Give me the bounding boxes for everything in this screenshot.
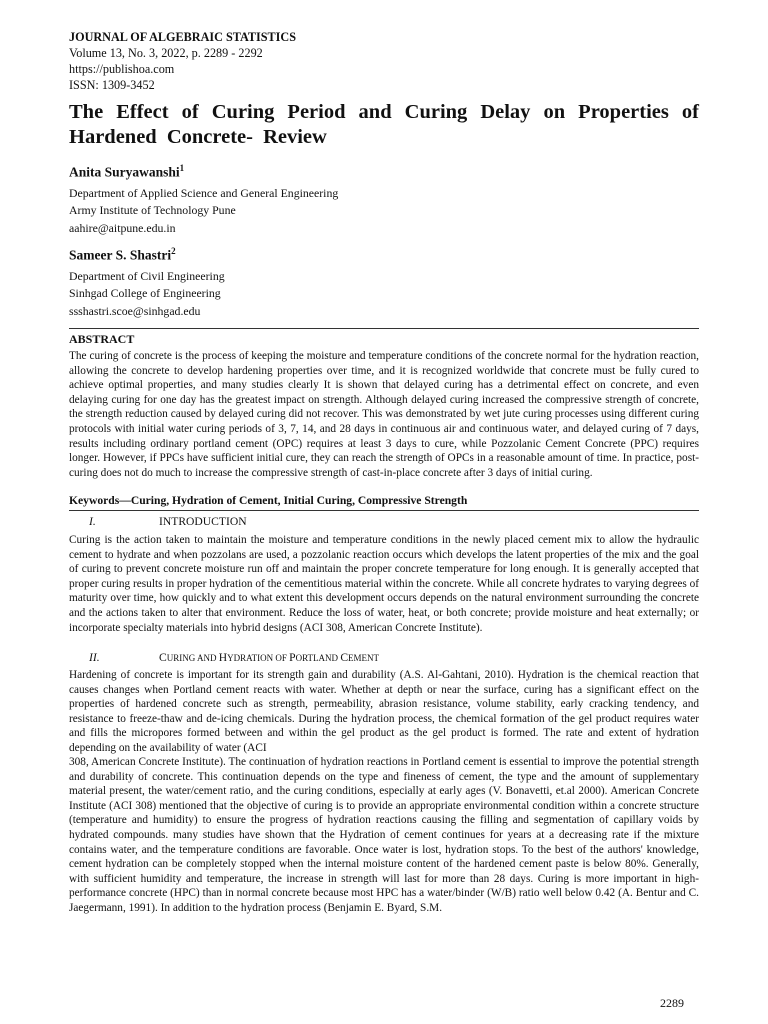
- author-email[interactable]: ssshastri.scoe@sinhgad.edu: [69, 303, 201, 318]
- section-2-heading: [69, 651, 699, 664]
- journal-volume: Volume 13, No. 3, 2022, p. 2289 - 2292: [69, 46, 263, 60]
- section-1-text: Curing is the action taken to maintain the moisture and temperature conditions in the newly placed cement mix to allow the hydraulic cement to hydrate and when pozzolans are used, a pozzolanic reaction occurs which develops the latent properties of the mix and the goal of curing to prevent concrete moisture run off and maintain the proper concrete temperature for long enough. It is generally accepted that proper curing results in proper hydration of the cementitious material within the concrete. While all concrete hydrates to varying degrees of maturity over time, how quickly and to what extent this development occurs depends on the natural environment surrounding the concrete and the actions taken to alter that environment. Reduce the loss of water, heat, or both concrete; provide moisture and heat externally; or incorporate specialty materials into hybrid designs (ACI 308, American Concrete Institute).: [69, 534, 699, 634]
- paper-title: The Effect of Curing Period and Curing Delay on Properties of Hardened Concrete- Review: [69, 101, 699, 148]
- section-number: I.: [89, 515, 96, 528]
- journal-issn: ISSN: 1309-3452: [69, 78, 155, 92]
- section-2-text: Hardening of concrete is important for its strength gain and durability (A.S. Al-Gahtani, 2010). Hydration is the chemical reaction that causes changes when Portland cement reacts with water. Whether at depth or near the surface, curing has a significant effect on the properties of hardened concrete such as strength, permeability, abrasion resistance, volume stability, early cracking tendency, and resistance to freeze-thaw and de-icing chemicals. During the hydration process, the chemical formation of the gel product requires water and fills the micropores formed between and within the gel product as the gel product is formed. The rate and extent of hydration depending on the availability of water (ACI: [69, 669, 699, 754]
- author-department: Department of Civil Engineering: [69, 268, 225, 283]
- author-institution: Sinhgad College of Engineering: [69, 286, 221, 300]
- section-1-heading: [69, 515, 699, 528]
- keywords: Keywords—Curing, Hydration of Cement, Initial Curing, Compressive Strength: [69, 494, 468, 507]
- abstract-heading: ABSTRACT: [69, 332, 135, 346]
- section-2-text-continued: 308, American Concrete Institute). The continuation of hydration reactions in Portland cement is essential to improve the potential strength and durability of concrete. This continuation depends on the type and fineness of cement, the type and the amount of supplementary material present, the water/cement ratio, and the curing conditions, especially at early ages (V. Bonavetti, et.al 2000). American Concrete Institute (ACI 308) mentioned that the objective of curing is to provide an appropriate environmental condition within a concrete structure (temperature and humidity) to ensure the progress of hydration reactions causing the filling and segmentation of capillary voids by hydrated compounds. many studies have shown that the Hydration of cement continues for years at a decreasing rate if the mixture contains water, and the temperature conditions are favorable. Once water is lost, hydration stops. To the best of the authors' knowledge, cement hydration can be completely stopped when the internal moisture content of the hardened cement paste is below 80%. Generally, with sufficient humidity and temperature, the increase in strength will last for more than 28 days. Curing is more important in high-performance concrete (HPC) than in normal concrete because most HPC has a water/binder (W/B) ratio well below 0.42 (A. Bentur and C. Jaegermann, 1991). In addition to the hydration process (Benjamin E. Byard, S.M.: [69, 756, 699, 914]
- author-email[interactable]: aahire@aitpune.edu.in: [69, 220, 176, 235]
- section-title: INTRODUCTION: [159, 515, 247, 528]
- abstract-top-rule: [69, 328, 699, 329]
- section-title: CURING AND HYDRATION OF PORTLAND CEMENT: [159, 651, 380, 664]
- author-2: [69, 246, 699, 320]
- author-name: Anita Suryawanshi$^1$: [69, 163, 185, 180]
- author-institution: Army Institute of Technology Pune: [69, 203, 236, 217]
- author-name: Sameer S. Shastri$^2$: [69, 246, 176, 263]
- section-number: II.: [89, 651, 100, 664]
- author-affiliation: [69, 268, 699, 321]
- keywords-rule: [69, 510, 699, 511]
- page-number: 2289: [660, 996, 684, 1010]
- author-1: [69, 163, 699, 237]
- abstract-text: The curing of concrete is the process of keeping the moisture and temperature conditions of the concrete normal for the hydration reaction, allowing the concrete to develop hardening properties over time, and it is recognized worldwide that concrete must be fully cured to achieve optimal properties, and many studies clearly It is shown that delayed curing has a detrimental effect on concrete, and even delaying curing for one day has the greatest impact on strength. Although delayed curing increased the compressive strength of concrete, the strength reduction caused by delayed curing did not recover. This was demonstrated by wet jute curing processes using different curing protocols with initial water curing periods of 3, 7, 14, and 28 days in continuous air and continuous water, and delayed curing of 7 days, results including ordinary portland cement (OPC) requires at least 3 days to cure, while Pozzolanic Cement Concrete (PPC) requires longer. However, if PPCs have sufficient initial cure, they can reach the strength of OPCs in a reasonable amount of time. In practice, post-curing does not do much to increase the compressive strength of cast-in-place concrete after 3 days of initial curing.: [69, 350, 699, 479]
- journal-header: [69, 29, 699, 93]
- journal-url[interactable]: https://publishoa.com: [69, 62, 175, 76]
- author-affiliation: [69, 185, 699, 238]
- author-department: Department of Applied Science and General Engineering: [69, 185, 339, 200]
- journal-name: JOURNAL OF ALGEBRAIC STATISTICS: [69, 30, 296, 44]
